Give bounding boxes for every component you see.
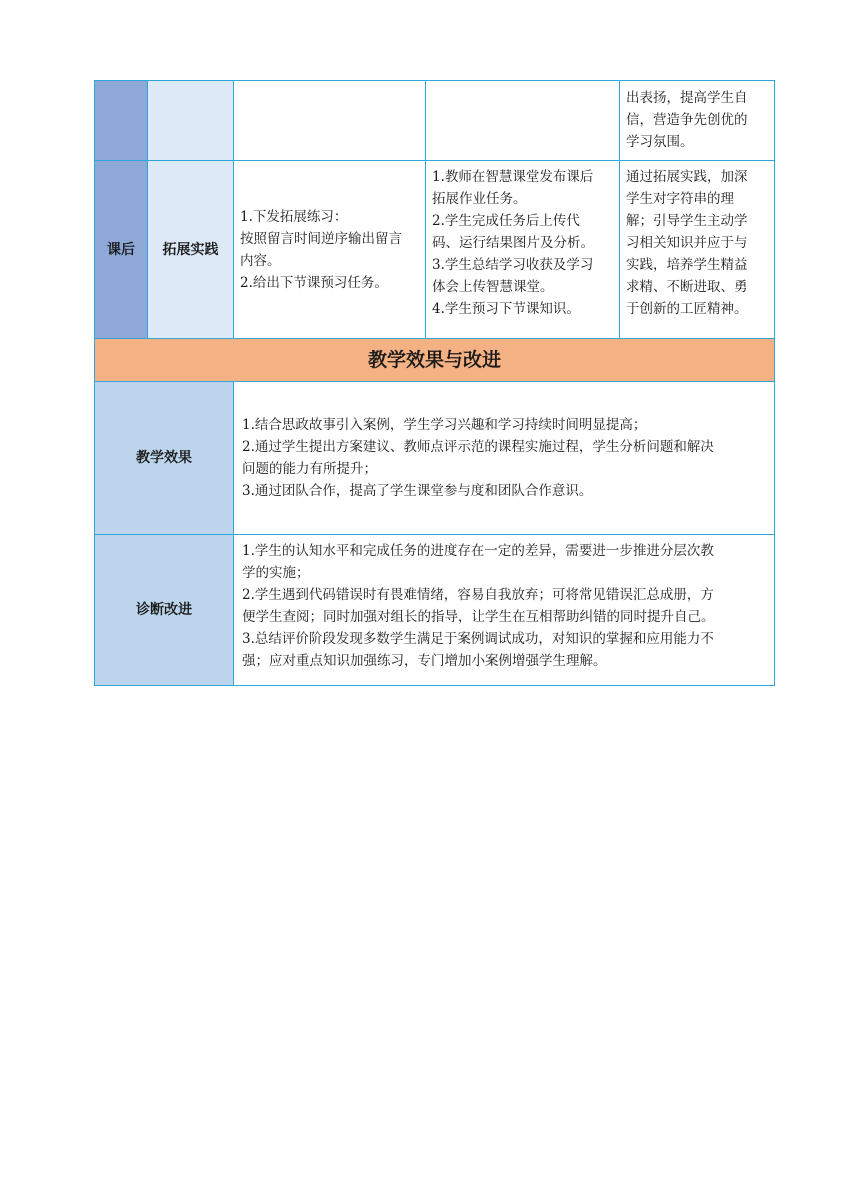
text-line: 2.通过学生提出方案建议、教师点评示范的课程实施过程，学生分析问题和解决: [242, 439, 714, 455]
text-line: 实践，培养学生精益: [626, 257, 748, 273]
text-line: 便学生查阅；同时加强对组长的指导，让学生在互相帮助纠错的同时提升自己。: [242, 609, 715, 625]
effect-content-cell: [233, 381, 775, 534]
intent-cell: [619, 160, 775, 338]
improve-label: 诊断改进: [136, 602, 192, 618]
table-row-effect: [94, 381, 775, 534]
text-line: 出表扬，提高学生自: [626, 90, 748, 106]
section-title: [94, 338, 775, 381]
text-line: 码、运行结果图片及分析。: [432, 235, 594, 251]
section-banner-row: [94, 338, 775, 381]
text-line: 3.总结评价阶段发现多数学生满足于案例调试成功，对知识的掌握和应用能力不: [242, 631, 714, 647]
effect-label-cell: [94, 381, 233, 534]
text-line: 强；应对重点知识加强练习，专门增加小案例增强学生理解。: [242, 653, 607, 669]
text-line: 1.学生的认知水平和完成任务的进度存在一定的差异，需要进一步推进分层次教: [242, 543, 714, 559]
text-line: 1.结合思政故事引入案例，学生学习兴趣和学习持续时间明显提高；: [242, 417, 647, 433]
text-line: 学的实施；: [242, 565, 310, 581]
phase-cell-empty: [147, 80, 233, 160]
stage-cell: [94, 160, 147, 338]
content-cell: [233, 160, 425, 338]
text-line: 1.下发拓展练习：: [240, 208, 348, 225]
text-line: 学习氛围。: [626, 134, 694, 150]
text-line: 习相关知识并应于与: [626, 235, 748, 251]
text-line: 拓展作业任务。: [432, 191, 527, 207]
text-line: 内容。: [240, 252, 281, 269]
text-line: 求精、不断进取、勇: [626, 279, 748, 295]
stage-cell-empty: [94, 80, 147, 160]
content-cell-empty: [233, 80, 425, 160]
phase-label: 拓展实践: [162, 241, 219, 258]
text-line: 3.学生总结学习收获及学习: [432, 257, 594, 273]
text-line: 4.学生预习下节课知识。: [432, 301, 580, 317]
section-title-text: 教学效果与改进: [367, 349, 501, 371]
text-line: 2.给出下节课预习任务。: [240, 274, 388, 291]
text-line: 体会上传智慧课堂。: [432, 279, 554, 295]
effect-label: 教学效果: [136, 450, 192, 466]
text-line: 按照留言时间逆序输出留言: [240, 230, 402, 247]
text-line: 2.学生遇到代码错误时有畏难情绪，容易自我放弃；可将常见错误汇总成册，方: [242, 587, 714, 603]
stage-label: 课后: [107, 241, 135, 258]
table-row-continued: [94, 80, 775, 160]
table-row-after-class: [94, 160, 775, 338]
improve-content-cell: [233, 534, 775, 686]
intent-cell-continued: [619, 80, 775, 160]
text-line: 信，营造争先创优的: [626, 112, 748, 128]
text-line: 3.通过团队合作，提高了学生课堂参与度和团队合作意识。: [242, 483, 593, 499]
text-line: 问题的能力有所提升；: [242, 461, 377, 477]
improve-label-cell: [94, 534, 233, 686]
text-line: 1.教师在智慧课堂发布课后: [432, 169, 594, 185]
text-line: 解；引导学生主动学: [626, 213, 748, 229]
phase-cell: [147, 160, 233, 338]
text-line: 通过拓展实践，加深: [626, 169, 748, 185]
activity-cell-empty: [425, 80, 619, 160]
text-line: 于创新的工匠精神。: [626, 301, 748, 317]
table-row-improve: [94, 534, 775, 686]
text-line: 学生对字符串的理: [626, 191, 734, 207]
activity-cell: [425, 160, 619, 338]
text-line: 2.学生完成任务后上传代: [432, 213, 580, 229]
